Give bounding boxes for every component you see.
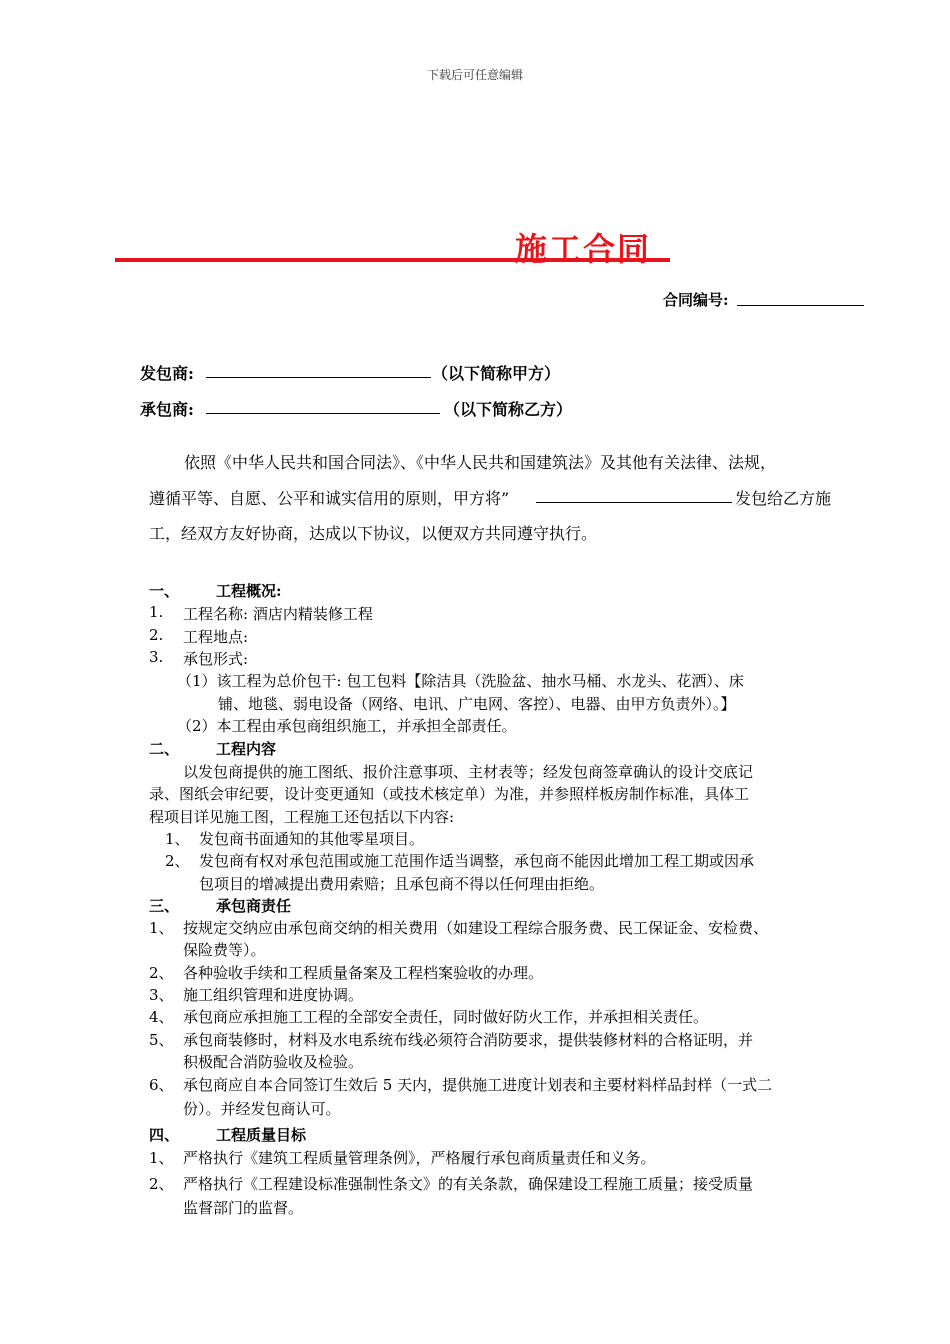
section-3-item-5-num: 5、	[149, 1031, 174, 1049]
section-3-item-1-line-2: 保险费等）。	[183, 941, 266, 959]
section-1-sub-2: （2）本工程由承包商组织施工，并承担全部责任。	[177, 717, 517, 735]
section-1-item-1: 工程名称: 酒店内精装修工程	[183, 605, 373, 623]
section-4-number: 四、	[149, 1126, 180, 1144]
section-2-number: 二、	[149, 740, 180, 758]
section-2-para-line-2: 录、图纸会审纪要，设计变更通知（或技术核定单）为准，并参照样板房制作标准，具体工	[149, 785, 750, 803]
party-a-suffix: （以下简称甲方）	[432, 364, 561, 383]
section-4-item-1-num: 1、	[149, 1149, 174, 1167]
intro-line-2-before: 遵循平等、自愿、公平和诚实信用的原则，甲方将”	[149, 489, 510, 508]
section-1-item-3-num: 3.	[149, 648, 164, 666]
section-2-title: 工程内容	[216, 740, 277, 758]
section-2-item-1: 发包商书面通知的其他零星项目。	[199, 830, 425, 848]
section-1-sub-1-line-1: （1）该工程为总价包干: 包工包料【除洁具（洗脸盆、抽水马桶、水龙头、花洒）、床	[177, 672, 744, 690]
section-3-item-2-num: 2、	[149, 964, 174, 982]
section-2-para-line-1: 以发包商提供的施工图纸、报价注意事项、主材表等；经发包商签章确认的设计交底记	[183, 763, 754, 781]
section-4-item-2-line-1: 严格执行《工程建设标准强制性条文》的有关条款，确保建设工程施工质量；接受质量	[183, 1175, 754, 1193]
section-4-item-2-num: 2、	[149, 1175, 174, 1193]
party-b-label: 承包商:	[140, 400, 194, 419]
section-2-item-2-line-2: 包项目的增减提出费用索赔；且承包商不得以任何理由拒绝。	[199, 875, 605, 893]
party-a-blank	[206, 377, 431, 378]
section-3-item-5-line-2: 积极配合消防验收及检验。	[183, 1053, 364, 1071]
contract-number-blank	[737, 305, 864, 306]
section-4-item-1: 严格执行《建筑工程质量管理条例》，严格履行承包商质量责任和义务。	[183, 1149, 656, 1167]
section-3-item-1-line-1: 按规定交纳应由承包商交纳的相关费用（如建设工程综合服务费、民工保证金、安检费、	[183, 919, 769, 937]
header-note: 下载后可任意编辑	[426, 68, 523, 82]
section-1-number: 一、	[149, 582, 180, 600]
section-1-item-3: 承包形式:	[183, 650, 249, 668]
party-a-label: 发包商:	[140, 364, 194, 383]
intro-line-1: 依照《中华人民共和国合同法》、《中华人民共和国建筑法》及其他有关法律、法规，	[184, 453, 777, 472]
section-1-item-2: 工程地点:	[183, 628, 249, 646]
section-3-item-4-num: 4、	[149, 1008, 174, 1026]
section-3-item-6-line-1: 承包商应自本合同签订生效后 5 天内，提供施工进度计划表和主要材料样品封样（一式二	[183, 1076, 773, 1094]
section-2-item-2-num: 2、	[165, 852, 190, 870]
section-3-item-4: 承包商应承担施工工程的全部安全责任，同时做好防火工作，并承担相关责任。	[183, 1008, 709, 1026]
section-3-item-2: 各种验收手续和工程质量备案及工程档案验收的办理。	[183, 964, 544, 982]
intro-line-2-after: 发包给乙方施	[735, 489, 832, 508]
section-3-number: 三、	[149, 897, 180, 915]
document-title: 施工合同	[515, 230, 652, 268]
section-3-item-6-line-2: 份）。并经发包商认可。	[183, 1100, 341, 1118]
section-1-item-1-num: 1.	[149, 603, 164, 621]
contract-number-label: 合同编号:	[663, 291, 729, 309]
section-3-item-3-num: 3、	[149, 986, 174, 1004]
section-1-item-2-num: 2.	[149, 626, 164, 644]
project-name-blank	[536, 502, 732, 503]
section-4-title: 工程质量目标	[216, 1126, 307, 1144]
section-1-title: 工程概况:	[216, 582, 282, 600]
party-b-suffix: （以下简称乙方）	[444, 400, 573, 419]
section-3-item-5-line-1: 承包商装修时，材料及水电系统布线必须符合消防要求，提供装修材料的合格证明，并	[183, 1031, 754, 1049]
section-2-item-1-num: 1、	[165, 830, 190, 848]
section-3-item-6-num: 6、	[149, 1076, 174, 1094]
party-b-blank	[206, 413, 440, 414]
section-1-sub-1-line-2: 铺、地毯、弱电设备（网络、电讯、广电网、客控）、电器、由甲方负责外）。】	[218, 695, 736, 713]
section-2-para-line-3: 程项目详见施工图，工程施工还包括以下内容:	[149, 808, 455, 826]
section-2-item-2-line-1: 发包商有权对承包范围或施工范围作适当调整，承包商不能因此增加工程工期或因承	[199, 852, 755, 870]
section-4-item-2-line-2: 监督部门的监督。	[183, 1199, 304, 1217]
intro-line-3: 工，经双方友好协商，达成以下协议，以便双方共同遵守执行。	[149, 524, 598, 543]
section-3-item-1-num: 1、	[149, 919, 174, 937]
section-3-item-3: 施工组织管理和进度协调。	[183, 986, 364, 1004]
section-3-title: 承包商责任	[216, 897, 292, 915]
